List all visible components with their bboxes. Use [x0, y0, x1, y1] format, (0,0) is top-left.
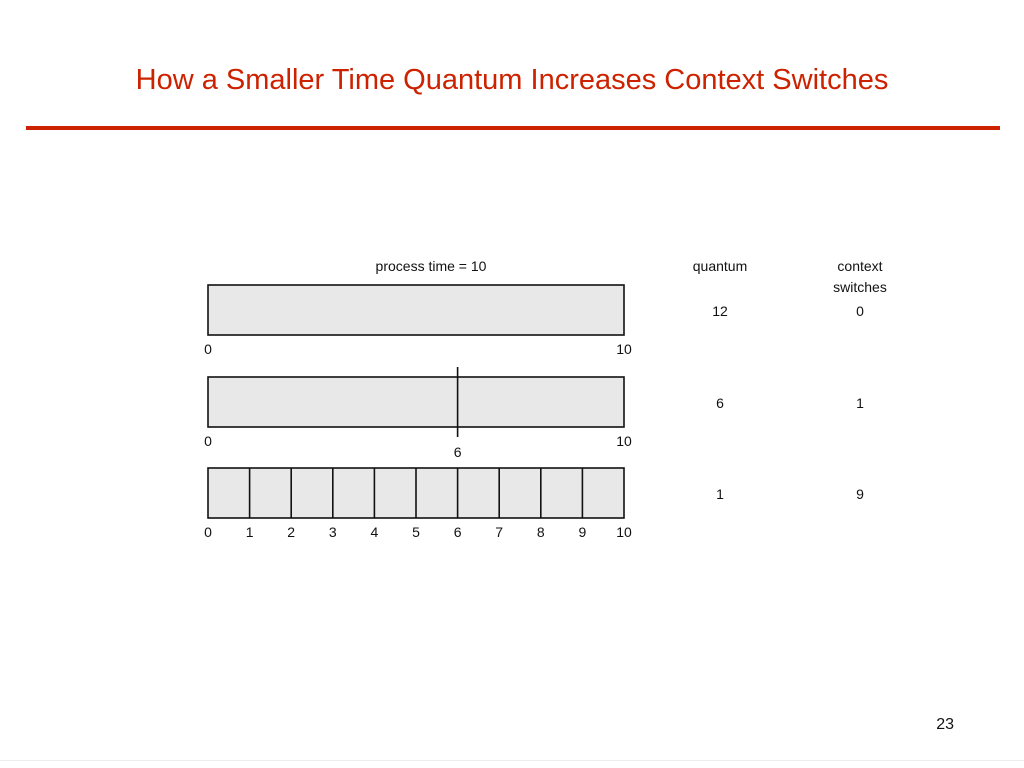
- footer-divider: [0, 760, 1024, 761]
- quantum-value: 1: [716, 486, 724, 502]
- tick-label: 0: [204, 341, 212, 357]
- tick-label: 1: [245, 524, 254, 540]
- tick-label: 3: [328, 524, 337, 540]
- timeline-row-1: [204, 285, 864, 357]
- context-switches-value: 9: [856, 486, 864, 502]
- tick-label: 2: [287, 524, 296, 540]
- process-time-label: process time = 10: [375, 258, 487, 274]
- tick-label: 0: [204, 433, 212, 449]
- slide-title: How a Smaller Time Quantum Increases Context Switches: [135, 64, 889, 96]
- timeline-row-3: [204, 468, 864, 540]
- tick-label: 4: [370, 524, 379, 540]
- quantum-value: 12: [712, 303, 728, 319]
- quantum-header: quantum: [692, 258, 748, 274]
- slide-number: 23: [936, 716, 954, 733]
- tick-label: 8: [536, 524, 545, 540]
- timeline-rows: [204, 285, 864, 540]
- context-switches-header-line1: context: [837, 258, 883, 274]
- tick-label: 0: [204, 524, 212, 540]
- tick-label: 7: [495, 524, 504, 540]
- context-switches-header-line2: switches: [833, 279, 887, 295]
- process-bar: [208, 377, 624, 427]
- timeline-row-2: [204, 367, 864, 460]
- tick-label: 5: [412, 524, 420, 540]
- context-switches-value: 1: [856, 395, 864, 411]
- tick-label: 9: [578, 524, 587, 540]
- tick-label: 6: [453, 444, 462, 460]
- tick-label: 10: [616, 341, 632, 357]
- tick-label: 6: [453, 524, 462, 540]
- tick-label: 10: [616, 524, 632, 540]
- process-bar: [208, 285, 624, 335]
- tick-label: 10: [616, 433, 632, 449]
- context-switches-value: 0: [856, 303, 864, 319]
- quantum-value: 6: [716, 395, 724, 411]
